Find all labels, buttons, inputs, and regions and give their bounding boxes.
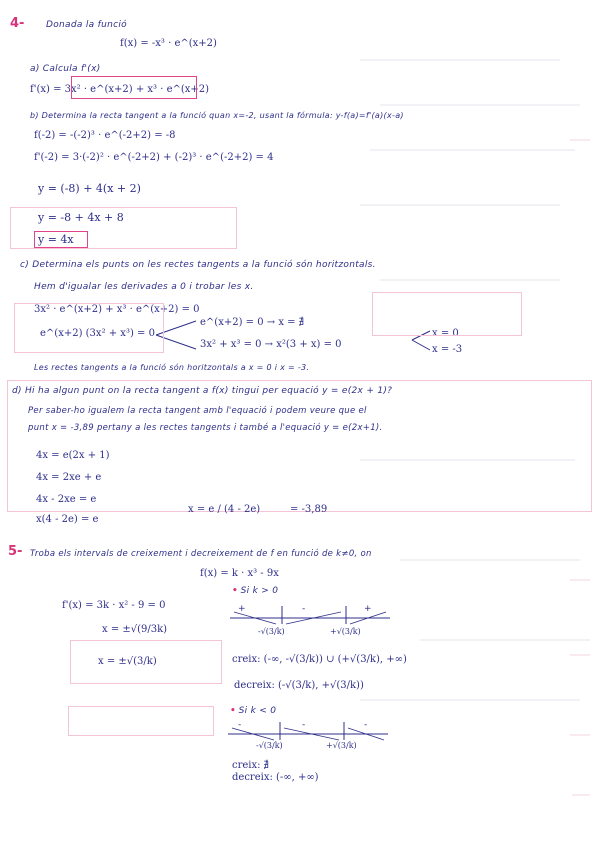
- sign-chart-negative: [224, 716, 394, 752]
- bullet-point: •: [232, 586, 238, 596]
- tick-neg-root: -√(3/k): [256, 741, 283, 750]
- question-5-function: f(x) = k · x³ - 9x: [200, 568, 279, 579]
- part-b-line-2: f'(-2) = 3·(-2)² · e^(-2+2) + (-2)³ · e^(-2+2) = 4: [34, 152, 274, 163]
- q5-work-line-2: x = ±√(9/3k): [102, 624, 168, 635]
- part-c-line-3: e^(x+2) (3x² + x³) = 0: [40, 328, 155, 339]
- part-b-line-4: y = -8 + 4x + 8: [38, 211, 124, 224]
- case-positive: [232, 586, 278, 597]
- part-a-label: a) Calcula f'(x): [30, 64, 101, 74]
- sign-minus-right: -: [364, 720, 368, 730]
- part-b-line-3: y = (-8) + 4(x + 2): [38, 182, 141, 195]
- part-d-line-4: 4x = 2xe + e: [36, 472, 102, 483]
- part-d-line-3: 4x = e(2x + 1): [36, 450, 110, 461]
- part-d-label: d) Hi ha algun punt on la recta tangent a f(x) tingui per equació y = e(2x + 1)?: [12, 386, 393, 396]
- sign-minus-mid: -: [302, 604, 306, 614]
- part-d-result: = -3,89: [290, 504, 328, 515]
- part-c-line-1: Hem d'igualar les derivades a 0 i trobar les x.: [34, 282, 254, 292]
- sign-plus-left: +: [238, 604, 246, 614]
- question-5-number: 5-: [8, 544, 23, 559]
- case-positive-label: Si k > 0: [240, 586, 279, 596]
- case-negative-decreix: decreix: (-∞, +∞): [232, 772, 319, 783]
- part-b-label: b) Determina la recta tangent a la funció quan x=-2, usant la fórmula: y-f(a)=f'(a)(x-a): [30, 111, 404, 120]
- faint-box: [14, 303, 164, 353]
- tick-pos-root: +√(3/k): [326, 741, 357, 750]
- part-a-result: f'(x) = 3x² · e^(x+2) + x³ · e^(x+2): [30, 84, 210, 95]
- tick-pos-root: +√(3/k): [330, 627, 361, 636]
- part-c-root-2: x = -3: [432, 344, 463, 355]
- question-5-statement: Troba els intervals de creixement i decreixement de f en funció de k≠0, on: [30, 549, 372, 559]
- part-c-conclusion: Les rectes tangents a la funció són horitzontals a x = 0 i x = -3.: [34, 363, 310, 372]
- q5-work-line-1: f'(x) = 3k · x² - 9 = 0: [62, 600, 166, 611]
- part-d-line-1: Per saber-ho igualem la recta tangent amb l'equació i podem veure que el: [28, 406, 367, 416]
- part-d-line-7: x = e / (4 - 2e): [188, 504, 261, 515]
- part-d-line-5: 4x - 2xe = e: [36, 494, 97, 505]
- faint-box: [68, 706, 214, 736]
- part-b-result: y = 4x: [38, 233, 74, 246]
- part-b-line-1: f(-2) = -(-2)³ · e^(-2+2) = -8: [34, 130, 176, 141]
- part-d-line-2: punt x = -3,89 pertany a les rectes tangents i també a l'equació y = e(2x+1).: [28, 423, 383, 433]
- part-c-line-2: 3x² · e^(x+2) + x³ · e^(x+2) = 0: [34, 304, 200, 315]
- faint-box: [372, 292, 522, 336]
- question-4-number: 4-: [10, 16, 25, 31]
- part-d-line-6: x(4 - 2e) = e: [36, 514, 99, 525]
- tick-neg-root: -√(3/k): [258, 627, 285, 636]
- part-c-root-1: x = 0: [432, 328, 459, 339]
- sign-plus-right: +: [364, 604, 372, 614]
- answer-box: [34, 231, 88, 248]
- sign-minus-mid: -: [302, 720, 306, 730]
- part-c-label: c) Determina els punts on les rectes tangents a la funció són horitzontals.: [20, 260, 376, 270]
- faint-box: [7, 380, 592, 512]
- q5-work-line-3: x = ±√(3/k): [98, 656, 157, 667]
- part-c-line-5: 3x² + x³ = 0 → x²(3 + x) = 0: [200, 339, 342, 350]
- question-4-function: f(x) = -x³ · e^(x+2): [120, 38, 217, 49]
- question-4-intro: Donada la funció: [46, 20, 127, 30]
- case-negative-creix: creix: ∄: [232, 760, 270, 771]
- answer-box: [71, 76, 197, 99]
- bullet-point: •: [230, 706, 236, 716]
- sign-minus-left: -: [238, 720, 242, 730]
- part-c-line-4: e^(x+2) = 0 → x = ∄: [200, 317, 305, 328]
- case-positive-decreix: decreix: (-√(3/k), +√(3/k)): [234, 680, 364, 691]
- case-negative-label: Si k < 0: [238, 706, 277, 716]
- case-positive-creix: creix: (-∞, -√(3/k)) ∪ (+√(3/k), +∞): [232, 654, 407, 665]
